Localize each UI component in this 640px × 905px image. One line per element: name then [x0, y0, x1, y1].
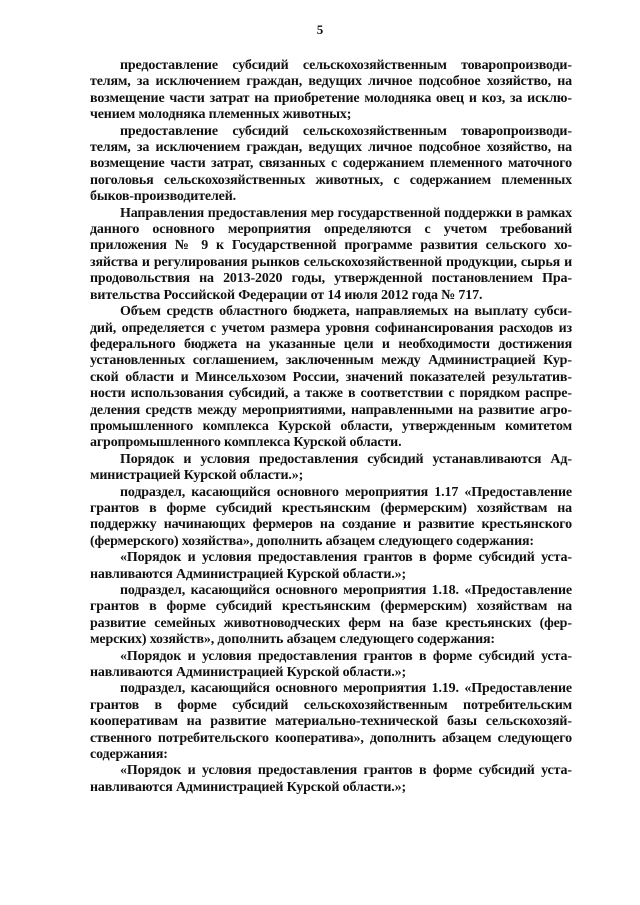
paragraph-subsidy-sheep-goats: предоставление субсидий сельскохозяйственным товаропроизводителям, за исключением граждан, ведущих личное подсобное хозяйство, на возмещение части затрат на приобретение молодняка овец и коз, за исключением молодняка племенных животных;	[90, 58, 572, 123]
paragraph-measure-1-19: подраздел, касающийся основного мероприятия 1.19. «Предоставление грантов в форме субсидий сельскохозяйственным потребительским кооперативам на развитие материально-технической базы сельскохозяйственного потребительского кооператива», дополнить абзацем следующего содержания:	[90, 681, 572, 763]
paragraph-grant-procedure-1: «Порядок и условия предоставления грантов в форме субсидий устанавливаются Администрацией Курской области.»;	[90, 550, 572, 582]
document-body	[90, 58, 572, 796]
paragraph-measure-1-18: подраздел, касающийся основного мероприятия 1.18. «Предоставление грантов в форме субсидий крестьянским (фермерским) хозяйствам на развитие семейных животноводческих ферм на базе крестьянских (фермерских) хозяйств», дополнить абзацем следующего содержания:	[90, 583, 572, 648]
page-number: 5	[316, 22, 324, 37]
paragraph-regional-budget: Объем средств областного бюджета, направляемых на выплату субсидий, определяется с учетом размера уровня софинансирования расходов из федерального бюджета на указанные цели и необходимости достижения установленных соглашением, заключенным между Администрацией Курской области и Минсельхозом России, значений показателей результативности использования субсидий, а также в соответствии с порядком распределения средств между мероприятиями, направленными на развитие агропромышленного комплекса Курской области, утвержденным комитетом агропромышленного комплекса Курской области.	[90, 304, 572, 451]
paragraph-subsidy-breeding-stock: предоставление субсидий сельскохозяйственным товаропроизводителям, за исключением граждан, ведущих личное подсобное хозяйство, на возмещение части затрат, связанных с содержанием племенного маточного поголовья сельскохозяйственных животных, с содержанием племенных быков-производителей.	[90, 123, 572, 205]
paragraph-support-directions: Направления предоставления мер государственной поддержки в рамках данного основного мероприятия определяются с учетом требований приложения № 9 к Государственной программе развития сельского хозяйства и регулирования рынков сельскохозяйственной продукции, сырья и продовольствия на 2013-2020 годы, утвержденной постановлением Правительства Российской Федерации от 14 июля 2012 года № 717.	[90, 205, 572, 303]
paragraph-measure-1-17: подраздел, касающийся основного мероприятия 1.17 «Предоставление грантов в форме субсидий крестьянским (фермерским) хозяйствам на поддержку начинающих фермеров на создание и развитие крестьянского (фермерского) хозяйства», дополнить абзацем следующего содержания:	[90, 484, 572, 549]
paragraph-grant-procedure-2: «Порядок и условия предоставления грантов в форме субсидий устанавливаются Администрацией Курской области.»;	[90, 648, 572, 681]
paragraph-subsidy-procedure: Порядок и условия предоставления субсидий устанавливаются Администрацией Курской области.»;	[90, 451, 572, 484]
paragraph-grant-procedure-3: «Порядок и условия предоставления грантов в форме субсидий устанавливаются Администрацией Курской области.»;	[90, 763, 572, 795]
